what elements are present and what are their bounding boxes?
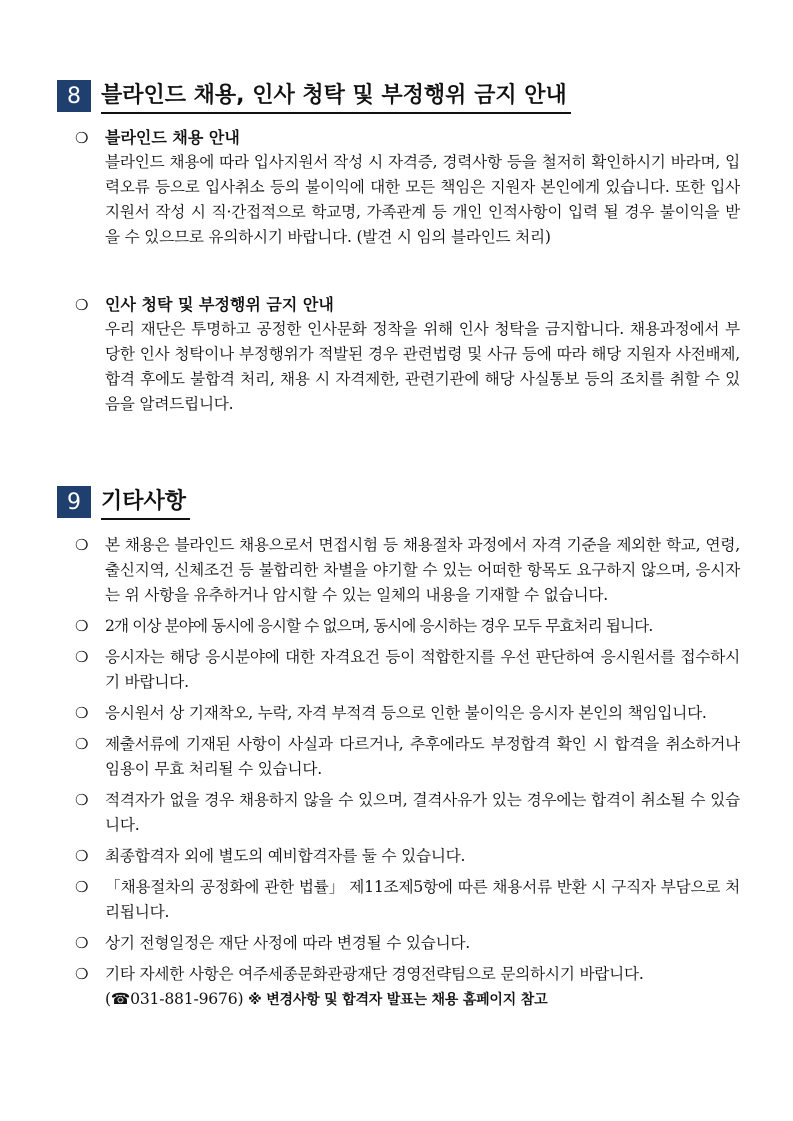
circle-bullet-icon: ❍ — [75, 536, 89, 554]
circle-bullet-icon: ❍ — [75, 965, 89, 983]
list-item: ❍ 최종합격자 외에 별도의 예비합격자를 둘 수 있습니다. — [75, 844, 740, 869]
subsection-text: 우리 재단은 투명하고 공정한 인사문화 정착을 위해 인사 청탁을 금지합니다. 채용과정에서 부당한 인사 청탁이나 부정행위가 적발된 경우 관련법령 및 사규 등에 따라 해당 지원자 사전배제, 합격 후에도 불합격 처리, 채용 시 자격제한, 관련기관에 해당 사실통보 등의 조치를 취할 수 있음을 알려드립니다. — [105, 320, 740, 413]
circle-bullet-icon: ❍ — [75, 704, 89, 722]
circle-bullet-icon: ❍ — [75, 129, 89, 147]
section-number-badge: 9 — [57, 486, 91, 518]
section-title: 기타사항 — [101, 486, 190, 520]
section-9-header — [57, 486, 190, 520]
contact-phone: (☎031-881-9676) — [105, 990, 244, 1008]
section-title: 블라인드 채용, 인사 청탁 및 부정행위 금지 안내 — [101, 80, 571, 114]
misc-items-list — [75, 533, 740, 1019]
list-item: ❍ 적격자가 없을 경우 채용하지 않을 수 있으며, 결격사유가 있는 경우에는 합격이 취소될 수 있습니다. — [75, 788, 740, 838]
list-item: ❍ 본 채용은 블라인드 채용으로서 면접시험 등 채용절차 과정에서 자격 기준을 제외한 학교, 연령, 출신지역, 신체조건 등 불합리한 차별을 야기할 수 있는 어떠한 항목도 요구하지 않으며, 응시자는 위 사항을 유추하거나 암시할 수 있는 일체의 내용을 기재할 수 없습니다. — [75, 533, 740, 608]
subsection-title: 인사 청탁 및 부정행위 금지 안내 — [105, 295, 334, 314]
circle-bullet-icon: ❍ — [75, 735, 89, 753]
subsection-text: 블라인드 채용에 따라 입사지원서 작성 시 자격증, 경력사항 등을 철저히 확인하시기 바라며, 입력오류 등으로 입사취소 등의 불이익에 대한 모든 책임은 지원자 본인에게 있습니다. 또한 입사지원서 작성 시 직·간접적으로 학교명, 가족관계 등 개인 인적사항이 입력 될 경우 불이익을 받을 수 있으므로 유의하시기 바랍니다. (발견 시 임의 블라인드 처리) — [105, 153, 740, 246]
subsection-blind-hiring — [75, 125, 740, 250]
section-number-badge: 8 — [57, 80, 91, 112]
subsection-title: 블라인드 채용 안내 — [105, 128, 240, 147]
list-item: ❍ 응시원서 상 기재착오, 누락, 자격 부적격 등으로 인한 불이익은 응시자 본인의 책임입니다. — [75, 701, 740, 726]
contact-sentence: 기타 자세한 사항은 여주세종문화관광재단 경영전략팀으로 문의하시기 바랍니다. — [105, 965, 644, 983]
list-item: ❍ 응시자는 해당 응시분야에 대한 자격요건 등이 적합한지를 우선 판단하여 응시원서를 접수하시기 바랍니다. — [75, 645, 740, 695]
list-item: ❍ 상기 전형일정은 재단 사정에 따라 변경될 수 있습니다. — [75, 931, 740, 956]
circle-bullet-icon: ❍ — [75, 648, 89, 666]
list-item: ❍ 「채용절차의 공정화에 관한 법률」 제11조제5항에 따른 채용서류 반환 시 구직자 부담으로 처리됩니다. — [75, 875, 740, 925]
contact-note: ※ 변경사항 및 합격자 발표는 채용 홈페이지 참고 — [248, 992, 548, 1008]
list-item: ❍ 제출서류에 기재된 사항이 사실과 다르거나, 추후에라도 부정합격 확인 시 합격을 취소하거나 임용이 무효 처리될 수 있습니다. — [75, 732, 740, 782]
circle-bullet-icon: ❍ — [75, 617, 89, 635]
subsection-no-solicitation — [75, 292, 740, 417]
circle-bullet-icon: ❍ — [75, 847, 89, 865]
circle-bullet-icon: ❍ — [75, 934, 89, 952]
list-item: ❍ 2개 이상 분야에 동시에 응시할 수 없으며, 동시에 응시하는 경우 모두 무효처리 됩니다. — [75, 614, 740, 639]
section-8-header — [57, 80, 571, 114]
circle-bullet-icon: ❍ — [75, 791, 89, 809]
list-item — [75, 962, 740, 1013]
circle-bullet-icon: ❍ — [75, 878, 89, 896]
circle-bullet-icon: ❍ — [75, 296, 89, 314]
